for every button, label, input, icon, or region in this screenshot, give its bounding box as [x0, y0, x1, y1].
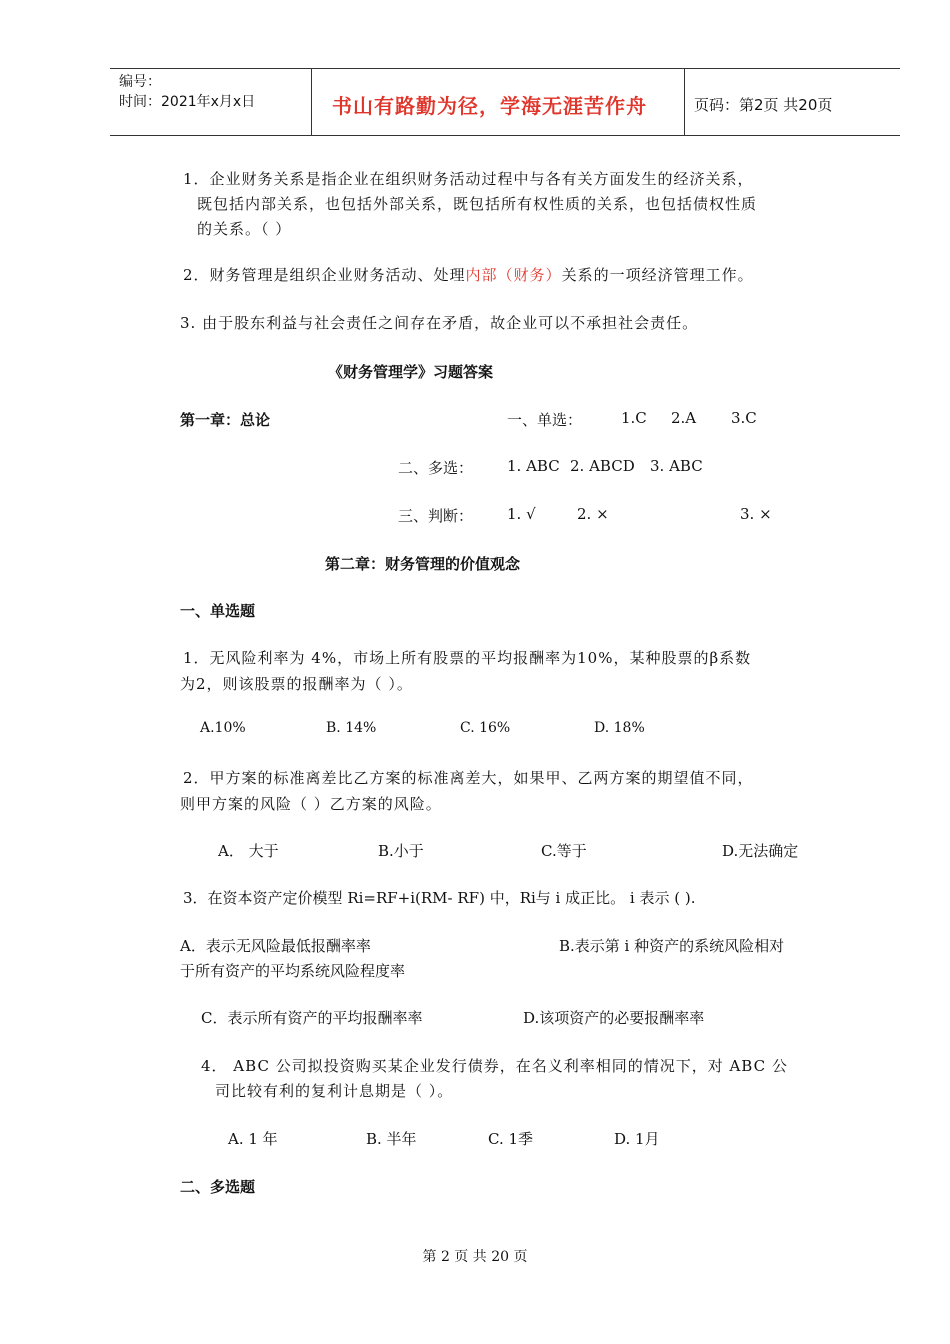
ch2-q3-option-b-line1: B.表示第 i 种资产的系统风险相对: [559, 937, 785, 955]
ch2-q3-line: 3．在资本资产定价模型 Ri=RF+i(RM- RF) 中，Ri与 i 成正比。 i 表示 ( ).: [183, 889, 696, 907]
ch2-q3-option-a: A．表示无风险最低报酬率率: [180, 937, 371, 955]
ch2-q2-option-a: A． 大于: [218, 842, 279, 860]
intro-q2-after: 关系的一项经济管理工作。: [561, 266, 754, 284]
answers-title: 《财务管理学》习题答案: [328, 363, 494, 381]
single-choice-label: 一、单选：: [507, 411, 583, 429]
ch2-q1-option-b: B. 14%: [326, 720, 377, 736]
header-motto: 书山有路勤为径，学海无涯苦作舟: [332, 94, 647, 118]
intro-q1-line1: 1．企业财务关系是指企业在组织财务活动过程中与各有关方面发生的经济关系，: [183, 170, 754, 188]
ch2-q2-option-d: D.无法确定: [722, 842, 799, 860]
ch2-q2-option-c: C.等于: [541, 842, 587, 860]
header-divider-left: [311, 68, 312, 136]
judge-answer-1: 1. √: [507, 505, 536, 523]
header-time-label: 时间：2021年x月x日: [119, 94, 256, 110]
intro-q2-before: 2．财务管理是组织企业财务活动、处理: [183, 266, 466, 284]
header-divider-right: [684, 68, 685, 136]
ch2-q2-line1: 2．甲方案的标准离差比乙方案的标准离差大，如果甲、乙两方案的期望值不同，: [183, 769, 754, 787]
ch2-q2-option-b: B.小于: [378, 842, 424, 860]
single-answer-2: 2.A: [671, 409, 697, 427]
chapter1-title: 第一章：总论: [180, 411, 271, 429]
intro-q1-line3: 的关系。（ ）: [197, 220, 292, 238]
multi-choice-label: 二、多选：: [398, 459, 474, 477]
multi-answer-1: 1. ABC: [507, 457, 560, 475]
judge-answer-3: 3. ⨯: [740, 505, 772, 523]
ch2-q3-option-c: C．表示所有资产的平均报酬率率: [201, 1009, 423, 1027]
header-page-info: 页码：第2页 共20页: [694, 96, 833, 114]
ch2-q4-option-d: D. 1月: [614, 1130, 660, 1148]
chapter2-title: 第二章：财务管理的价值观念: [325, 555, 521, 573]
chapter2-section2-heading: 二、多选题: [180, 1178, 256, 1196]
judge-label: 三、判断：: [398, 507, 474, 525]
ch2-q4-option-a: A. 1 年: [228, 1130, 278, 1148]
intro-q2-highlight: 内部（财务）: [465, 266, 562, 284]
ch2-q4-line1: 4． ABC 公司拟投资购买某企业发行债券，在名义利率相同的情况下，对 ABC 公: [201, 1057, 788, 1075]
intro-q3: 3. 由于股东利益与社会责任之间存在矛盾，故企业可以不承担社会责任。: [180, 314, 699, 332]
header-top-border: [110, 68, 900, 69]
ch2-q1-line2: 为2，则该股票的报酬率为（ ）。: [180, 675, 413, 693]
ch2-q2-line2: 则甲方案的风险（ ）乙方案的风险。: [180, 795, 442, 813]
ch2-q1-option-a: A.10%: [200, 720, 246, 736]
intro-q1-line2: 既包括内部关系，也包括外部关系，既包括所有权性质的关系，也包括债权性质: [197, 195, 758, 213]
ch2-q3-option-b-line2: 于所有资产的平均系统风险程度率: [180, 962, 406, 980]
intro-q2: [183, 264, 754, 285]
chapter2-section1-heading: 一、单选题: [180, 602, 256, 620]
multi-answer-3: 3. ABC: [650, 457, 703, 475]
ch2-q4-line2: 司比较有利的复利计息期是（ ）。: [215, 1082, 454, 1100]
ch2-q1-option-c: C. 16%: [460, 720, 511, 736]
ch2-q1-line1: 1．无风险利率为 4%，市场上所有股票的平均报酬率为10%，某种股票的β系数: [183, 649, 752, 667]
judge-answer-2: 2. ⨯: [577, 505, 609, 523]
ch2-q4-option-b: B. 半年: [366, 1130, 417, 1148]
ch2-q3-option-d: D.该项资产的必要报酬率率: [523, 1009, 705, 1027]
multi-answer-2: 2. ABCD: [570, 457, 635, 475]
ch2-q1-option-d: D. 18%: [594, 720, 645, 736]
header-bottom-border: [110, 135, 900, 136]
page-footer: 第 2 页 共 20 页: [422, 1249, 528, 1265]
single-answer-3: 3.C: [731, 409, 757, 427]
header-number-label: 编号：: [119, 74, 161, 90]
single-answer-1: 1.C: [621, 409, 647, 427]
ch2-q4-option-c: C. 1季: [488, 1130, 534, 1148]
